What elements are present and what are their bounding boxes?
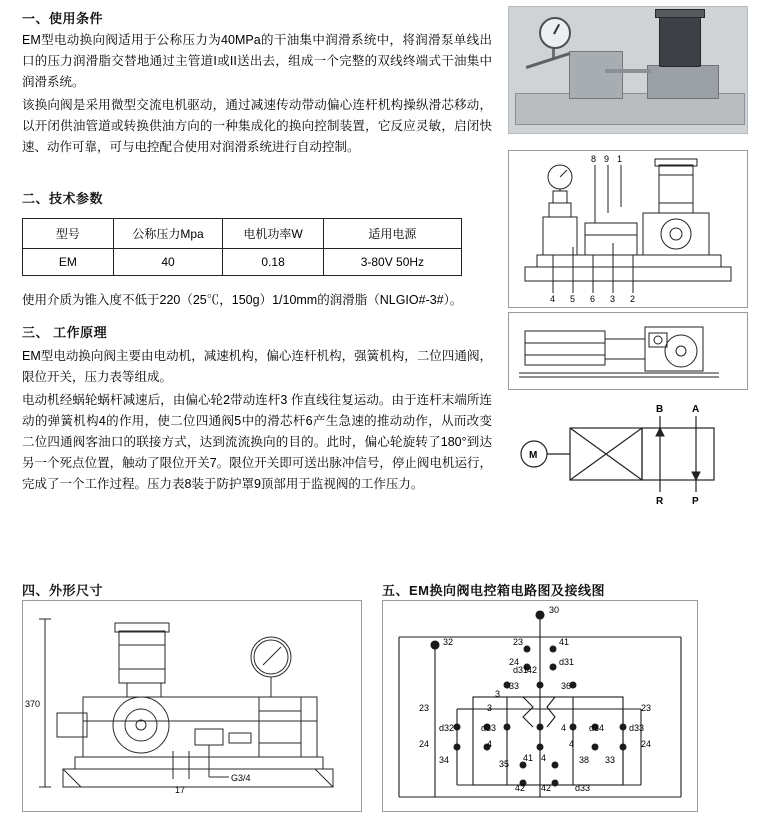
- circuit-label: d34: [589, 723, 605, 733]
- circuit-label: 24: [419, 739, 430, 749]
- table-header-cell: 型号: [23, 219, 114, 249]
- callout-4: 4: [550, 294, 556, 304]
- section-title-working-principle: 三、 工作原理: [22, 325, 108, 340]
- table-header-cell: 公称压力Mpa: [113, 219, 223, 249]
- dimension-height: 370: [25, 699, 41, 709]
- callout-5: 5: [570, 294, 576, 304]
- assembly-section-drawing: [508, 312, 748, 390]
- circuit-label: 33: [509, 681, 520, 691]
- section-title-circuit: 五、EM换向阀电控箱电路图及接线图: [382, 583, 606, 598]
- symbol-motor-label: M: [529, 450, 538, 461]
- outline-dimension-drawing: [22, 600, 362, 812]
- callout-9: 9: [604, 154, 610, 164]
- paragraph: EM型电动换向阀主要由电动机，减速机构，偏心连杆机构，强簧机构，二位四通阀，限位开关，压力表等组成。: [22, 349, 492, 384]
- circuit-label: 24: [641, 739, 652, 749]
- section-title-dimensions: 四、外形尺寸: [22, 583, 104, 598]
- pressure-gauge-icon: [539, 17, 571, 49]
- assembly-drawing: [508, 150, 748, 308]
- circuit-label: 30: [549, 605, 560, 615]
- symbol-port-r: R: [656, 496, 664, 507]
- circuit-label: 41: [559, 637, 570, 647]
- circuit-label: 23: [419, 703, 430, 713]
- circuit-label: 4: [561, 723, 567, 733]
- callout-6: 6: [590, 294, 596, 304]
- table-header-row: [23, 219, 462, 249]
- spec-note: 使用介质为锥入度不低于220（25℃，150g）1/10mm的润滑脂（NLGIO#-3#）。: [22, 293, 463, 307]
- circuit-label: d31: [513, 665, 529, 675]
- callout-3: 3: [610, 294, 616, 304]
- photo-motor: [659, 13, 701, 67]
- circuit-label: 42: [541, 783, 552, 793]
- photo-pump-body: [647, 65, 719, 99]
- circuit-label: 4: [487, 739, 493, 749]
- circuit-label: d33: [575, 783, 591, 793]
- callout-2: 2: [630, 294, 636, 304]
- table-header-cell: 适用电源: [323, 219, 461, 249]
- circuit-label: 34: [439, 755, 450, 765]
- circuit-label: 32: [443, 637, 454, 647]
- circuit-label: 33: [605, 755, 616, 765]
- section-title-tech-params: 二、技术参数: [22, 191, 104, 206]
- circuit-label: 3: [495, 689, 501, 699]
- circuit-label: 24: [509, 657, 520, 667]
- callout-8: 8: [591, 154, 597, 164]
- circuit-label: 41: [523, 753, 534, 763]
- photo-lever: [526, 52, 571, 69]
- circuit-label: 23: [641, 703, 652, 713]
- thread-label: G3/4: [231, 773, 251, 783]
- dimension-small: 17: [175, 785, 186, 795]
- circuit-label: 23: [513, 637, 524, 647]
- symbol-port-b: B: [656, 404, 664, 415]
- circuit-label: 36: [561, 681, 572, 691]
- circuit-label: 3: [487, 703, 493, 713]
- section-body-usage-conditions: [22, 30, 492, 160]
- circuit-label: 38: [579, 755, 590, 765]
- circuit-label: d31: [559, 657, 575, 667]
- circuit-label: 4: [541, 753, 547, 763]
- callout-1: 1: [617, 154, 623, 164]
- control-circuit-diagram: [382, 600, 698, 812]
- paragraph: 电动机经蜗轮蜗杆减速后，由偏心轮2带动连杆3 作直线往复运动。由于连杆末端所连动的弹簧机构4的作用，使二位四通阀5中的滑芯杆6产生急速的推动动作，从而改变二位四通阀客油口的联接方式，达到流流换向的目的。此时，偏心轮旋转了180°到达另一个死点位置，触动了限位开关7。限位开关即可送出脉冲信号，停止阀电机运行，完成了一个工作过程。压力表8装于防护罩9顶部用于监视阀的工作压力。: [22, 393, 492, 491]
- table-cell: EM: [23, 249, 114, 276]
- table-cell: 3-80V 50Hz: [323, 249, 461, 276]
- hydraulic-symbol-diagram: [508, 398, 748, 508]
- circuit-label: 42: [515, 783, 526, 793]
- table-cell: 0.18: [223, 249, 323, 276]
- paragraph: 该换向阀是采用微型交流电机驱动，通过减速传动带动偏心连杆机构操纵滑芯移动，以开闭供油管道或转换供油方向的一种集成化的换向控制装置，它反应灵敏，启闭快速、动作可靠，可与电控配合使用对润滑系统进行自动控制。: [22, 98, 492, 154]
- section-title-usage-conditions: 一、使用条件: [22, 11, 104, 26]
- paragraph: EM型电动换向阀适用于公称压力为40MPa的干油集中润滑系统中，将润滑泵单线出口的压力润滑脂交替地通过主管道I或II送出去，组成一个完整的双线终端式干油集中润滑系统。: [22, 33, 492, 89]
- symbol-port-p: P: [692, 496, 699, 507]
- circuit-label: 4: [569, 739, 575, 749]
- table-cell: 40: [113, 249, 223, 276]
- symbol-port-a: A: [692, 404, 700, 415]
- table-header-cell: 电机功率W: [223, 219, 323, 249]
- photo-reservoir: [569, 51, 623, 99]
- circuit-label: d33: [629, 723, 645, 733]
- circuit-label: d33: [481, 723, 497, 733]
- table-row: [23, 249, 462, 276]
- circuit-label: d32: [439, 723, 455, 733]
- photo-pipe: [605, 69, 651, 73]
- spec-table: [22, 218, 462, 276]
- photo-motor-cap: [655, 9, 705, 18]
- circuit-label: 42: [527, 665, 538, 675]
- circuit-label: 35: [499, 759, 510, 769]
- section-body-working-principle: [22, 346, 492, 497]
- product-photo: [508, 6, 748, 134]
